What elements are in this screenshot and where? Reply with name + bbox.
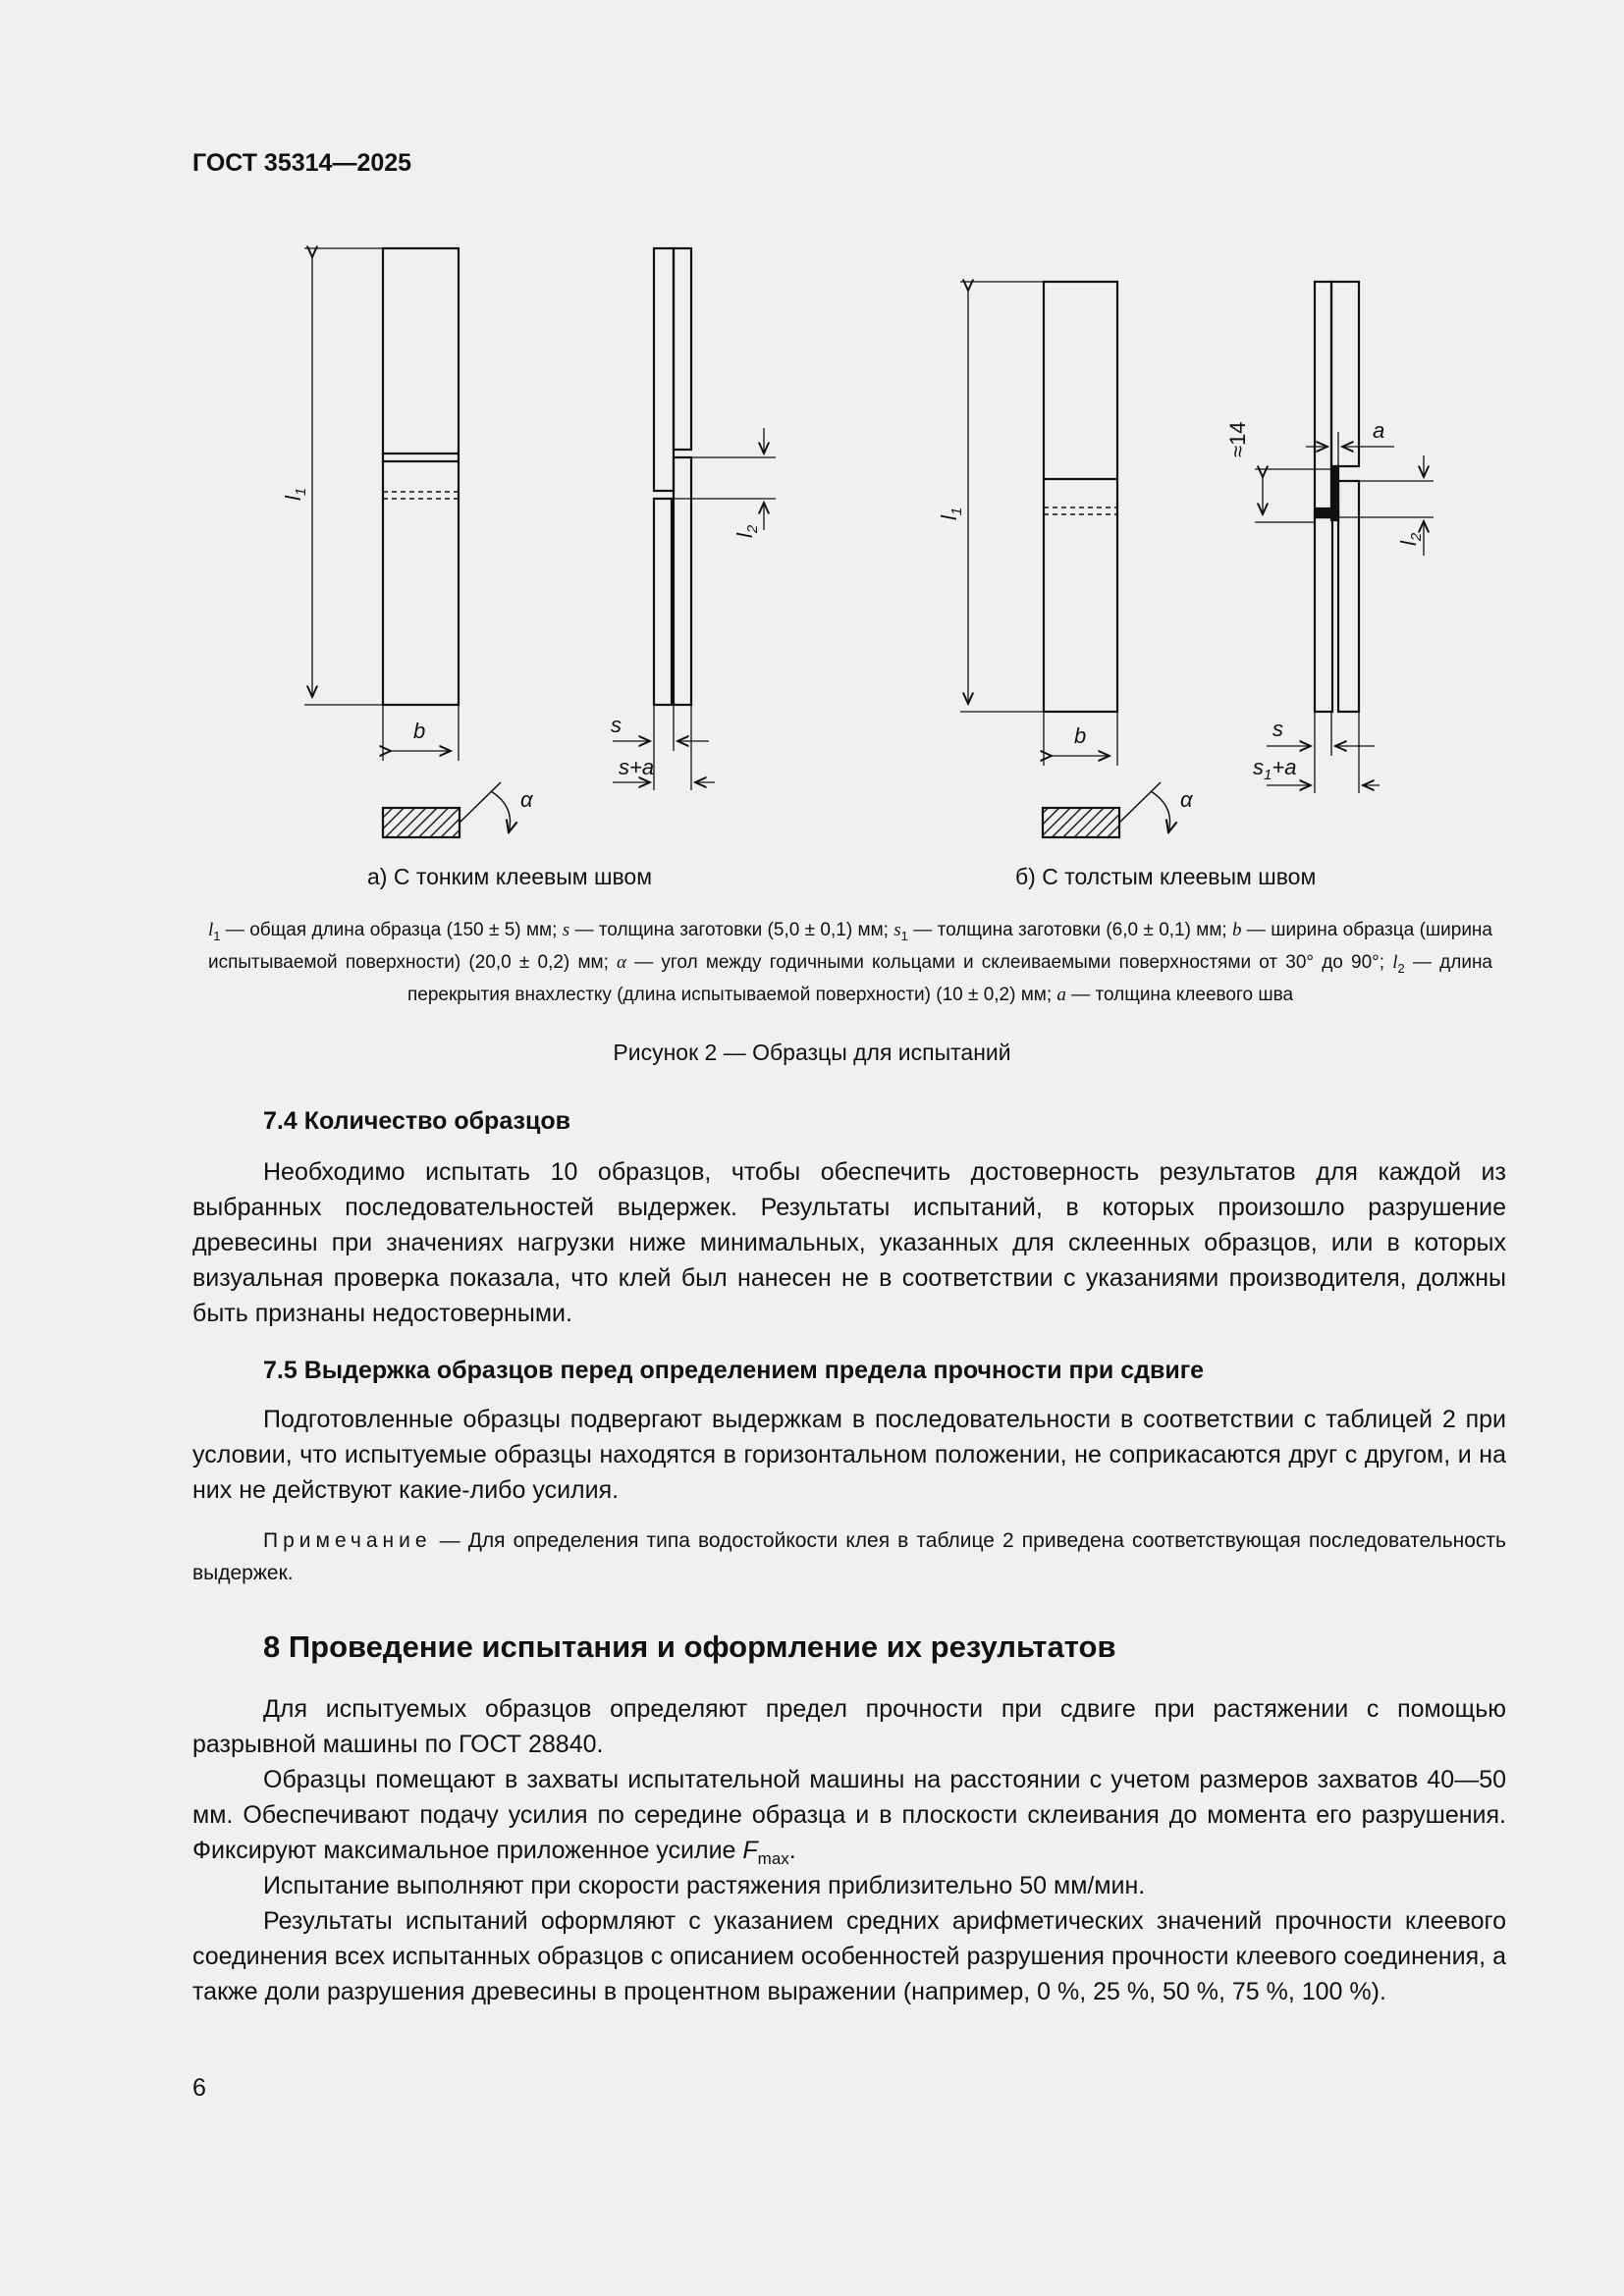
page-number: 6 — [192, 2074, 206, 2102]
figure-title: Рисунок 2 — Образцы для испытаний — [613, 1040, 1011, 1065]
label-l2-a: $l_2$ — [732, 524, 761, 538]
section-7-5-text: Подготовленные образцы подвергают выдержкам в последовательности в соответствии с таблицей 2 при условии, что испытуемые образцы находятся в горизонтальном положении, не соприкасаются друг с другом, и на них не действуют какие-либо усилия. — [192, 1406, 1506, 1504]
label-s-plus-a: s+a — [619, 755, 655, 779]
section-7-5-heading: 7.5 Выдержка образцов перед определением предела прочности при сдвиге — [263, 1357, 1205, 1384]
label-alpha-a: α — [520, 787, 533, 812]
document-header: ГОСТ 35314—2025 — [192, 149, 412, 177]
section-8-p2: Образцы помещают в захваты испытательной машины на расстоянии с учетом размеров захватов 40—50 мм. Обеспечивают подачу усилия по середине образца и в плоскости склеивания до момента его разрушения. Фиксируют максимальное приложенное усилие $F_{max}$. — [192, 1766, 1506, 1868]
section-7-4-text: Необходимо испытать 10 образцов, чтобы обеспечить достоверность результатов для каждой из выбранных последовательностей выдержек. Результаты испытаний, в которых произошло разрушение древесины при значениях нагрузки ниже минимальных, указанных для склеенных образцов, или в которых визуальная проверка показала, что клей был нанесен не в соответствии с указаниями производителя, должны быть признаны недостоверными. — [192, 1158, 1506, 1327]
section-8-heading: 8 Проведение испытания и оформление их результатов — [263, 1629, 1116, 1664]
label-approx14: ≈14 — [1225, 421, 1250, 457]
section-8-p4: Результаты испытаний оформляют с указанием средних арифметических значений прочности клеевого соединения всех испытанных образцов с описанием особенностей разрушения прочности клеевого соединения, а также доли разрушения древесины в процентном выражении (например, 0 %, 25 %, 50 %, 75 %, 100 %). — [192, 1907, 1506, 2005]
label-s1-plus-a: $s_1+a$ — [1253, 755, 1297, 783]
label-alpha-b: α — [1180, 787, 1193, 812]
section-7-4-heading: 7.4 Количество образцов — [263, 1107, 570, 1135]
label-s-a: s — [611, 713, 622, 737]
label-l2-b: $l_2$ — [1396, 532, 1425, 546]
label-b-a: b — [413, 719, 426, 743]
specimen-b-front — [1044, 282, 1117, 712]
figure-legend: $l_1$ — общая длина образца (150 ± 5) мм; s — толщина заготовки (5,0 ± 0,1) мм; $s_1$ — толщина заготовки (6,0 ± 0,1) мм; b — ширина образца (ширина испытываемой поверхности) (20,0 ± 0,2) мм; α — угол между годичными кольцами и склеиваемыми поверхностями от 30° до 90°; $l_2$ — длина перекрытия внахлестку (длина испытываемой поверхности) (10 ± 0,2) мм; a — толщина клеевого шва — [208, 920, 1493, 1005]
section-7-5-note: Примечание — Для определения типа водостойкости клея в таблице 2 приведена соответствующая последовательность выдержек. — [192, 1529, 1506, 1584]
label-l1-a: $l_1$ — [281, 487, 309, 501]
label-b-b: b — [1074, 723, 1087, 748]
figure-caption-b: б) С толстым клеевым швом — [1015, 864, 1317, 889]
label-a-b: a — [1373, 418, 1385, 443]
specimen-a-front — [383, 248, 459, 705]
section-8-p3: Испытание выполняют при скорости растяжения приблизительно 50 мм/мин. — [263, 1872, 1146, 1899]
label-l1-b: $l_1$ — [937, 507, 965, 520]
figure-caption-a: а) С тонким клеевым швом — [367, 864, 653, 889]
section-8-p1: Для испытуемых образцов определяют предел прочности при сдвиге при растяжении с помощью разрывной машины по ГОСТ 28840. — [192, 1695, 1506, 1758]
label-s-b: s — [1272, 717, 1283, 741]
